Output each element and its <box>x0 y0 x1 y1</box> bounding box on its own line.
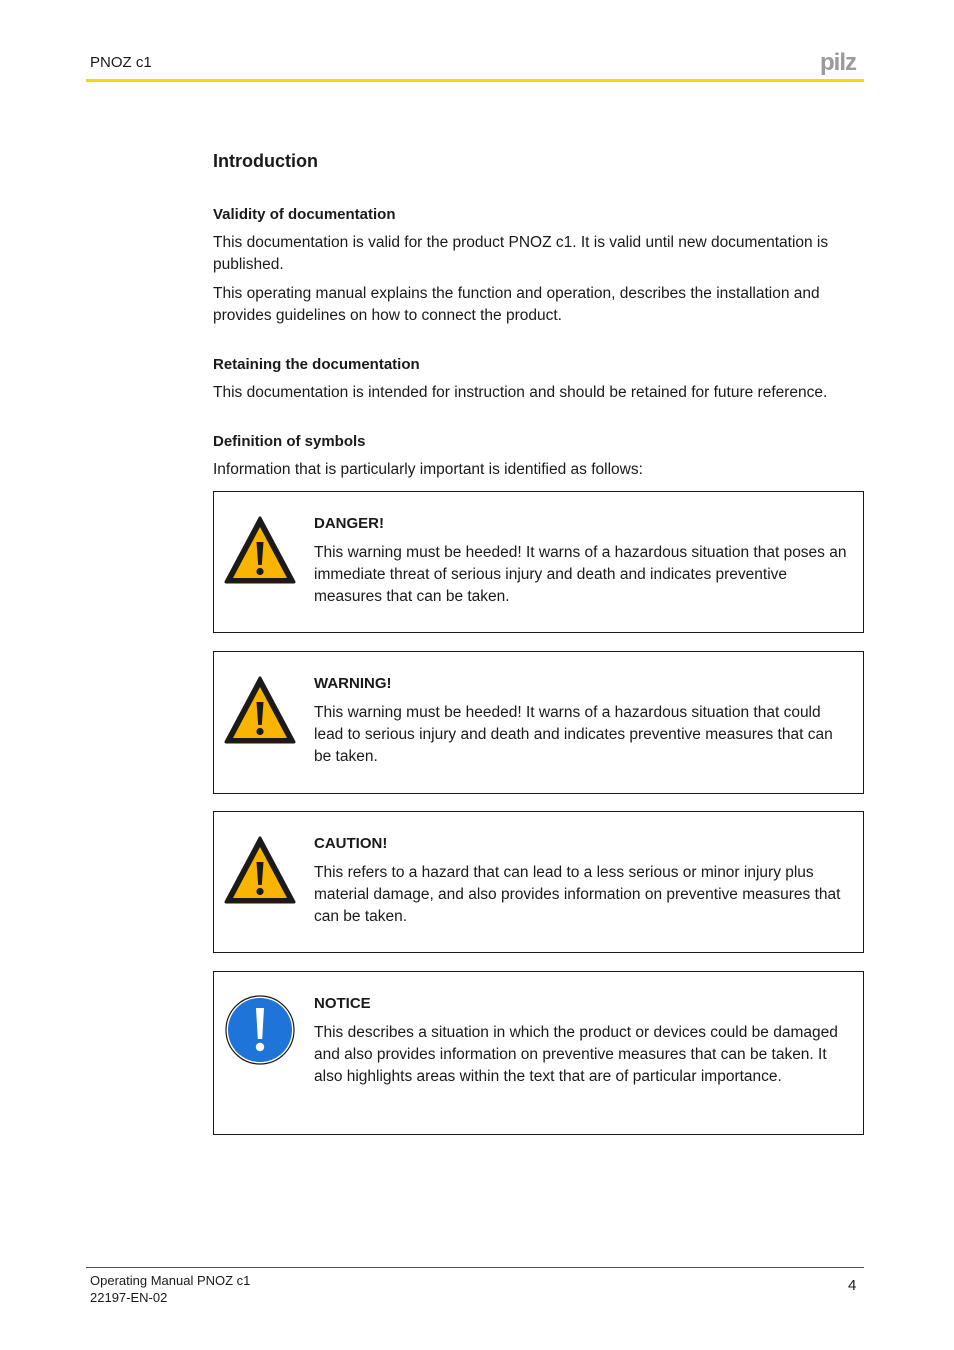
caution-notice <box>213 811 864 953</box>
notice-label: CAUTION! <box>314 835 388 852</box>
notice-description: This warning must be heeded! It warns of a hazardous situation that poses an immediate threat of serious injury and death and indicates preventive measures that can be taken. <box>314 544 847 605</box>
footer-rule <box>86 1267 864 1268</box>
paragraph: This operating manual explains the function and operation, describes the installation and provides guidelines on how to connect the product. <box>213 285 820 324</box>
svg-text:pilz: pilz <box>820 50 856 76</box>
warning-triangle-icon <box>224 834 296 906</box>
paragraph: This documentation is valid for the product PNOZ c1. It is valid until new documentation is published. <box>213 234 829 273</box>
paragraph: Information that is particularly important is identified as follows: <box>213 461 643 478</box>
page-number: 4 <box>848 1277 857 1294</box>
notice-description: This refers to a hazard that can lead to a less serious or minor injury plus material damage, and also provides information on preventive measures that can be taken. <box>314 864 841 925</box>
notice-box <box>213 971 864 1135</box>
notice-description: This warning must be heeded! It warns of a hazardous situation that could lead to serious injury and death and indicates preventive measures that can be taken. <box>314 704 833 765</box>
footer-manual-title: Operating Manual PNOZ c1 <box>90 1273 251 1288</box>
section-heading-symbols: Definition of symbols <box>213 433 366 450</box>
section-heading-retaining: Retaining the documentation <box>213 356 420 373</box>
page-title: Introduction <box>213 151 318 171</box>
warning-triangle-icon <box>224 514 296 586</box>
footer-doc-number: 22197-EN-02 <box>90 1290 168 1305</box>
notice-label: WARNING! <box>314 675 392 692</box>
header-title: PNOZ c1 <box>90 54 152 71</box>
pilz-logo <box>820 50 864 76</box>
notice-label: DANGER! <box>314 515 384 532</box>
notice-description: This describes a situation in which the product or devices could be damaged and also provides information on preventive measures that can be taken. It also highlights areas within the text that are of particular importance. <box>314 1024 838 1085</box>
danger-notice <box>213 491 864 633</box>
header-rule <box>86 79 864 82</box>
paragraph: This documentation is intended for instruction and should be retained for future reference. <box>213 384 828 401</box>
info-exclamation-circle-icon <box>224 994 296 1066</box>
warning-notice <box>213 651 864 794</box>
main-content <box>213 148 864 1135</box>
notice-label: NOTICE <box>314 995 371 1012</box>
section-heading-validity: Validity of documentation <box>213 206 396 223</box>
warning-triangle-icon <box>224 674 296 746</box>
